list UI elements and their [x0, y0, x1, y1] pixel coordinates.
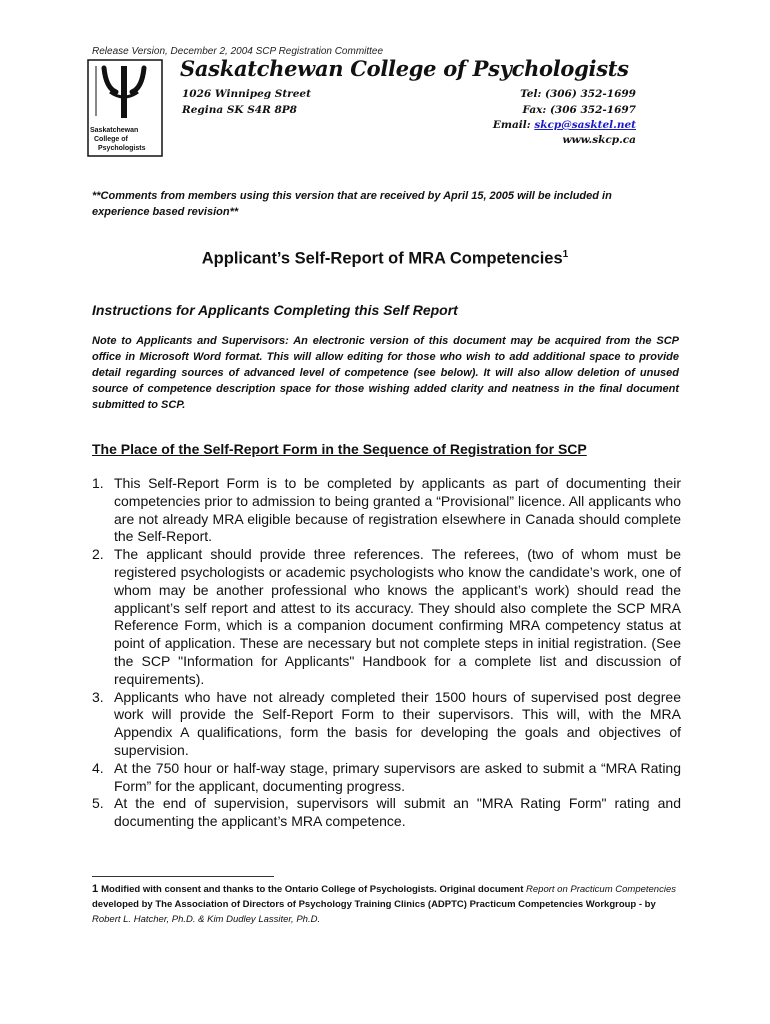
email-line [493, 119, 636, 131]
email-label: Email: [492, 119, 535, 131]
logo-line2: College of [94, 136, 128, 143]
title-footnote-ref: 1 [562, 249, 569, 260]
list-item [92, 689, 681, 760]
page-title [92, 249, 678, 269]
footnote-divider [92, 876, 274, 877]
step-text: This Self-Report Form is to be completed by applicants as part of documenting their competencies prior to admission to being granted a “Provisional” licence. All applicants who are not already MRA eligible because of registration elsewhere in Canada should complete the Self-Report. [114, 475, 681, 545]
title-text: Applicant’s Self-Report of MRA Competencies [201, 249, 563, 268]
email-link[interactable]: skcp@sasktel.net [534, 119, 636, 131]
step-text: Applicants who have not already completed their 1500 hours of supervised post degree work will provide the Self-Report Form to their supervisors. This will, with the MRA Appendix A qualifications, form the basis for developing the goals and objectives of supervision. [114, 688, 681, 758]
logo-line3: Psychologists [98, 145, 146, 152]
address-line1: 1026 Winnipeg Street [182, 88, 311, 100]
footnote [92, 882, 682, 927]
footnote-text-1: Modified with consent and thanks to the Ontario College of Psychologists. Original document [101, 884, 527, 895]
section-heading: The Place of the Self-Report Form in the Sequence of Registration for SCP [92, 441, 587, 457]
footnote-italic-1: Report on Practicum Competencies [526, 884, 676, 895]
psi-logo-icon [86, 58, 164, 158]
website: www.skcp.ca [562, 134, 636, 146]
step-text: At the end of supervision, supervisors will submit an "MRA Rating Form" rating and documenting the applicant’s MRA competence. [114, 795, 681, 830]
instructions-heading: Instructions for Applicants Completing this Self Report [92, 302, 458, 318]
step-text: At the 750 hour or half-way stage, primary supervisors are asked to submit a “MRA Rating Form” for the applicant, documenting progress. [114, 759, 681, 794]
address-line2: Regina SK S4R 8P8 [182, 104, 297, 116]
footnote-italic-2: Robert L. Hatcher, Ph.D. & Kim Dudley Lassiter, Ph.D. [92, 914, 321, 925]
step-number: 5. [92, 795, 104, 812]
step-text: The applicant should provide three references. The referees, (two of whom must be registered psychologists or academic psychologists who know the candidate’s work, one of whom may be another professional who knows the applicant’s work) should read the applicant’s self report and attest to its accuracy. They should also complete the SCP MRA Reference Form, which is a companion document confirming MRA competency status at point of application. These are necessary but not complete steps in initial registration. (See the SCP "Information for Applicants" Handbook for a complete list and discussion of requirements). [114, 546, 681, 687]
logo-line1: Saskatchewan [90, 127, 139, 134]
college-name: Saskatchewan College of Psychologists [180, 56, 629, 81]
step-number: 1. [92, 475, 104, 491]
footnote-text-2: developed by The Association of Directors of Psychology Training Clinics (ADPTC) Practicum Competencies Workgroup - by [92, 899, 656, 910]
footnote-mark: 1 [92, 883, 99, 895]
steps-list [92, 475, 681, 831]
step-number: 2. [92, 546, 104, 563]
fax-number: Fax: (306 352-1697 [522, 104, 636, 116]
college-logo [86, 58, 164, 158]
list-item [92, 475, 681, 546]
comments-note: **Comments from members using this version that are received by April 15, 2005 will be included in experience based revision** [92, 190, 612, 218]
list-item [92, 546, 681, 688]
step-number: 3. [92, 688, 104, 705]
supervisor-note: Note to Applicants and Supervisors: An electronic version of this document may be acquired from the SCP office in Microsoft Word format. This will allow editing for those who wish to add additional space to provide detail regarding sources of advanced level of competence (see below). It will also allow deletion of unused source of competence description space for those wishing added clarity and neatness in the final document submitted to SCP. [92, 335, 679, 411]
list-item [92, 795, 681, 831]
step-number: 4. [92, 759, 104, 776]
phone-number: Tel: (306) 352-1699 [520, 88, 636, 100]
release-version: Release Version, December 2, 2004 SCP Registration Committee [92, 46, 384, 57]
list-item [92, 760, 681, 796]
